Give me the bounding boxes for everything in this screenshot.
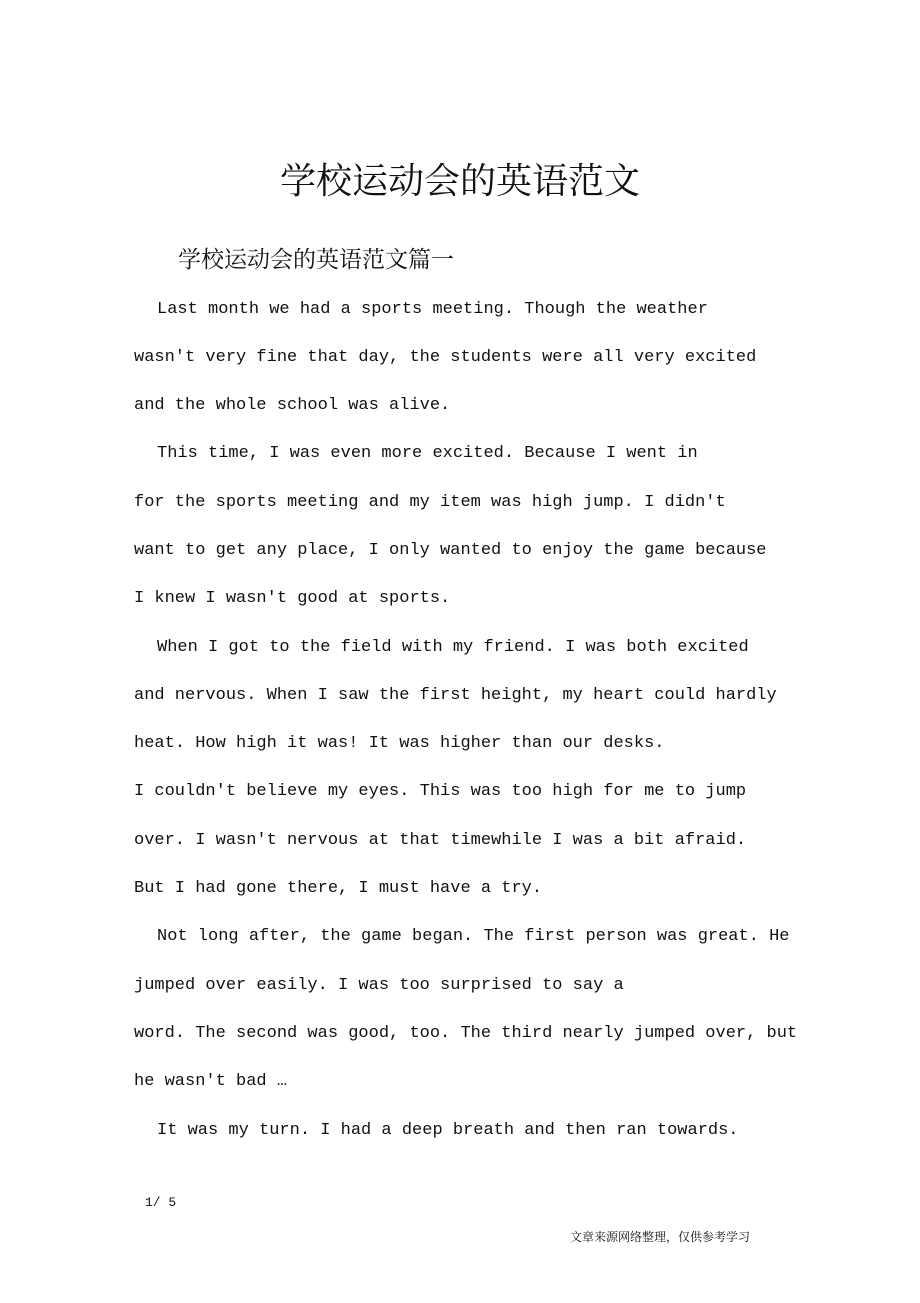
body-line: Last month we had a sports meeting. Though the weather (157, 300, 708, 319)
source-note: 文章来源网络整理，仅供参考学习 (570, 1230, 751, 1244)
body-line: This time, I was even more excited. Because I went in (157, 444, 698, 463)
body-line: I knew I wasn't good at sports. (134, 589, 451, 608)
body-line: and nervous. When I saw the first height, my heart could hardly (134, 686, 777, 705)
body-line: It was my turn. I had a deep breath and then ran towards. (157, 1121, 739, 1140)
body-line: jumped over easily. I was too surprised to say a (134, 976, 624, 995)
body-line: Not long after, the game began. The first person was great. He (157, 927, 790, 946)
body-line: word. The second was good, too. The third nearly jumped over, but (134, 1024, 798, 1043)
body-line: But I had gone there, I must have a try. (134, 879, 543, 898)
body-line: When I got to the field with my friend. I was both excited (157, 638, 749, 657)
body-line: and the whole school was alive. (134, 396, 451, 415)
body-line: heat. How high it was! It was higher than our desks. (134, 734, 665, 753)
page-number: 1/ 5 (145, 1195, 177, 1210)
body-line: over. I wasn't nervous at that timewhile I was a bit afraid. (134, 831, 747, 850)
section-heading: 学校运动会的英语范文篇一 (178, 247, 454, 273)
document-title: 学校运动会的英语范文 (279, 161, 640, 202)
body-line: want to get any place, I only wanted to enjoy the game because (134, 541, 767, 560)
body-line: I couldn't believe my eyes. This was too high for me to jump (134, 782, 747, 801)
body-line: he wasn't bad … (134, 1072, 288, 1091)
body-line: wasn't very fine that day, the students were all very excited (134, 348, 757, 367)
body-line: for the sports meeting and my item was high jump. I didn't (134, 493, 726, 512)
